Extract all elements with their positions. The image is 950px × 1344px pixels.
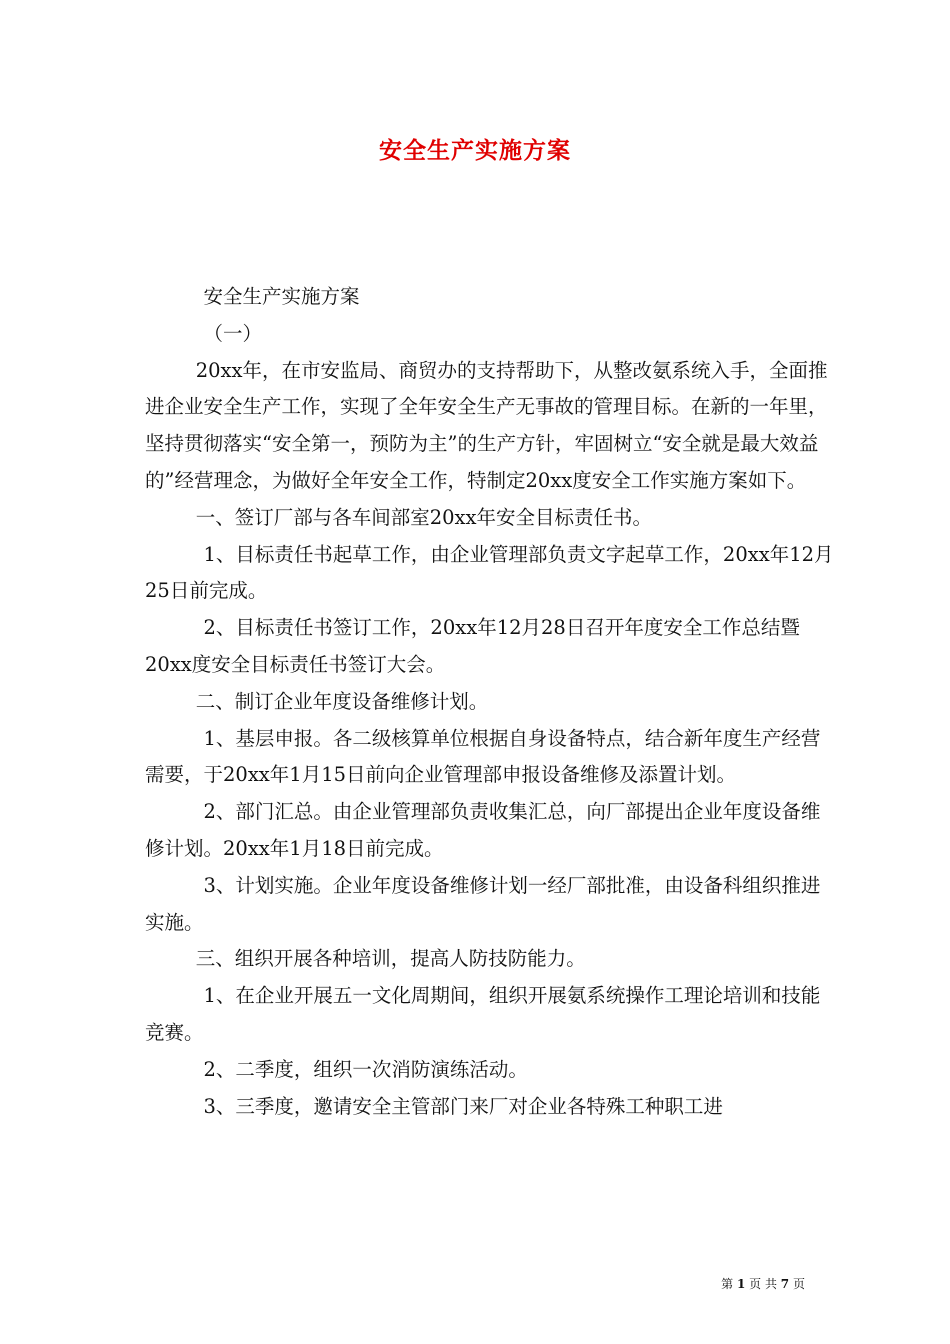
document-body — [145, 279, 835, 1125]
heading-section-1: 一、签订厂部与各车间部室20xx年安全目标责任书。 — [195, 505, 652, 529]
footer-middle: 页 共 — [749, 1277, 777, 1291]
page-title: 安全生产实施方案 — [379, 137, 571, 164]
list-item: 1、基层申报。各二级核算单位根据自身设备特点，结合新年度生产经营需要，于20xx年1月15日前向企业管理部申报设备维修及添置计划。 — [145, 726, 821, 787]
list-item: 1、在企业开展五一文化周期间，组织开展氨系统操作工理论培训和技能竞赛。 — [145, 984, 821, 1044]
list-item: 2、目标责任书签订工作，20xx年12月28日召开年度安全工作总结暨20xx度安全目标责任书签订大会。 — [145, 616, 800, 676]
page-footer — [721, 1275, 805, 1292]
heading-section-2: 二、制订企业年度设备维修计划。 — [195, 689, 489, 713]
heading-section-3: 三、组织开展各种培训，提高人防技防能力。 — [195, 947, 586, 971]
list-item: 2、二季度，组织一次消防演练活动。 — [203, 1057, 528, 1081]
section-mark: （一） — [203, 321, 263, 345]
list-item: 2、部门汇总。由企业管理部负责收集汇总，向厂部提出企业年度设备维修计划。20xx年1月18日前完成。 — [145, 800, 821, 860]
intro-paragraph: 20xx年，在市安监局、商贸办的支持帮助下，从整改氨系统入手，全面推进企业安全生产工作，实现了全年安全生产无事故的管理目标。在新的一年里，坚持贯彻落实“安全第一，预防为主”的生产方针，牢固树立“安全就是最大效益的”经营理念，为做好全年安全工作，特制定20xx度安全工作实施方案如下。 — [145, 358, 828, 492]
footer-total-pages: 7 — [780, 1277, 790, 1291]
footer-page-number: 1 — [736, 1277, 746, 1291]
list-item: 3、计划实施。企业年度设备维修计划一经厂部批准，由设备科组织推进实施。 — [145, 873, 821, 934]
list-item: 1、目标责任书起草工作，由企业管理部负责文字起草工作，20xx年12月25日前完成。 — [145, 542, 834, 603]
list-item: 3、三季度，邀请安全主管部门来厂对企业各特殊工种职工进 — [203, 1094, 723, 1118]
footer-prefix: 第 — [721, 1277, 734, 1291]
document-subtitle: 安全生产实施方案 — [203, 285, 360, 308]
footer-suffix: 页 — [792, 1277, 805, 1291]
